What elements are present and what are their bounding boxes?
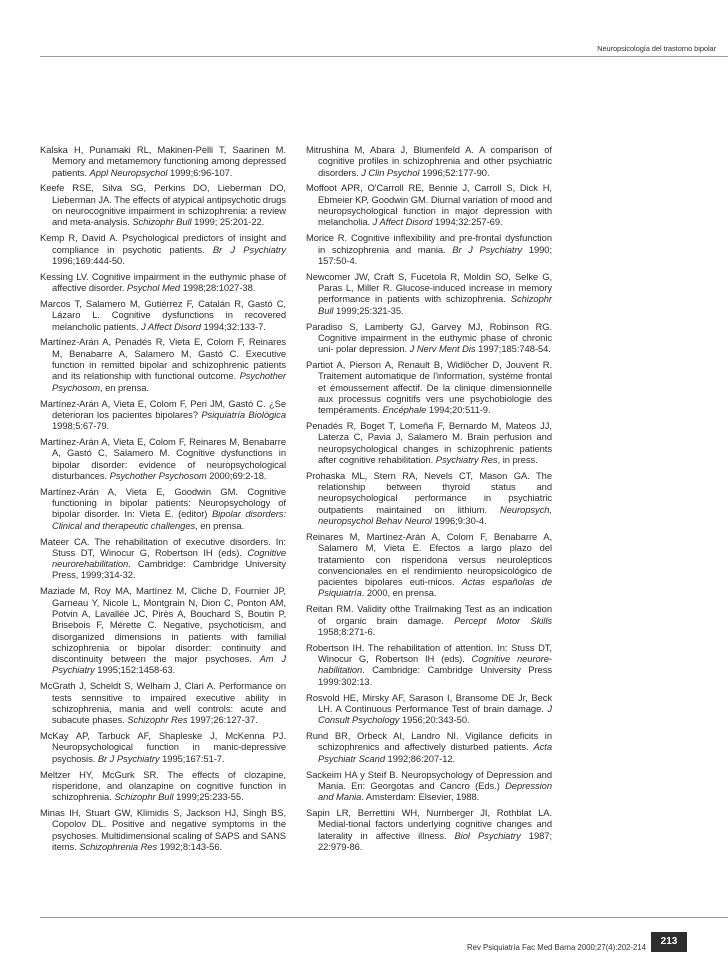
reference-entry — [306, 271, 552, 316]
reference-authors-title: Sackeim HA y Steif B. Neuropsychology of Depression and Mania. En: Georgotas and Cancro (Eds.) — [306, 768, 552, 791]
reference-authors-title: Rosvold HE, Mirsky AF, Sarason I, Bransome DE Jr, Beck LH. A Continuous Performance Test of brain damage. — [306, 691, 552, 714]
reference-entry — [306, 359, 552, 415]
reference-entry — [40, 144, 286, 178]
reference-authors-title: Newcomer JW, Craft S, Fucetola R, Moldin SO, Selke G, Paras L, Miller R. Glucose-induced increase in memory performance in patients with schizophrenia. — [306, 270, 552, 305]
reference-source: Acta Psychiatr Scand — [318, 741, 552, 764]
reference-source: Appl Neuropsychol — [89, 166, 168, 178]
reference-source: J Clin Psychol — [361, 166, 420, 178]
reference-authors-title: Prohaska ML, Stern RA, Nevels CT, Mason GA. The relationship between thyroid status and neuropsychological performance in psychiatric outpatients maintained on lithium. — [306, 469, 552, 515]
reference-details: 1996;169:444-50. — [52, 254, 125, 266]
reference-authors-title: Morice R. Cognitive inflexibility and pre-frontal dysfunction in schizophrenia and mania. — [306, 232, 552, 255]
reference-authors-title: Minas IH, Stuart GW, Klimidis S, Jackson HJ, Singh BS, Copolov DL. Positive and negative symptoms in the psychoses. Multidimensional scaling of SAPS and SANS items. — [40, 807, 286, 852]
reference-details: . 2000, en prensa. — [361, 587, 437, 599]
footer-divider — [40, 917, 728, 918]
reference-source: Am J Psychiatry — [52, 653, 287, 676]
reference-details: 1992;8:143-56. — [157, 840, 223, 852]
reference-authors-title: Moffoot APR, O'Carroll RE, Bennie J, Carroll S, Dick H, Ebmeier KP, Goodwin GM. Diurnal variation of mood and neuropsychological function in major depression with melancholia. — [306, 182, 552, 228]
reference-source: Schizophr Bull — [132, 216, 192, 228]
reference-source: Percept Motor Skills — [454, 614, 552, 626]
reference-authors-title: Maziade M, Roy MA, Martínez M, Cliche D, Fournier JP, Garneau Y, Nicole L, Montgrain N, Dion C, Ponton AM, Potvin A, Lavallée JC, Pirès A, Bouchard S, Boutin P, Brisebois F, Mérette C. Negative, psychoticism, and disorganized dimensions in patients with familial schizophrenia or bipolar disorder: continuity and discontinuity between the major psychoses. — [40, 585, 286, 665]
reference-authors-title: Sapin LR, Berrettini WH, Nurnberger JI, Rothblat LA. Medial-tional factors underlying cognitive changes and laterality in affective illness. — [306, 807, 552, 841]
header-divider — [40, 56, 728, 57]
reference-authors-title: Meltzer HY, McGurk SR. The effects of clozapine, risperidone, and olanzapine on cognitive function in schizophrenia. — [40, 768, 286, 803]
reference-authors-title: Kessing LV. Cognitive impairment in the euthymic phase of affective disorder. — [40, 270, 286, 294]
reference-source: Psychiatry Res — [435, 453, 498, 465]
reference-authors-title: Paradiso S, Lamberty GJ, Garvey MJ, Robinson RG. Cognitive impairment in the euthymic phase of chronic uni- polar depression. — [306, 320, 552, 355]
reference-source: Psychother Psychosom — [52, 370, 286, 393]
references-right-column — [306, 144, 552, 857]
reference-entry — [306, 603, 552, 637]
reference-authors-title: McGrath J, Scheldt S, Welham J, Clari A. Performance on tests sennsitive to impaired executive ability in schizophrenia, mania and well controls: acute and subacute phases. — [40, 680, 286, 726]
reference-authors-title: Kalska H, Punamaki RL, Makinen-Pelli T, Saarinen M. Memory and metamemory functioning among depressed patients. — [40, 144, 286, 178]
reference-source: Schizophr Res — [127, 714, 188, 726]
page-number: 213 — [651, 932, 687, 952]
reference-details: 1999; 25:201-22. — [191, 216, 265, 228]
reference-entry — [306, 730, 552, 764]
reference-entry — [40, 232, 286, 266]
reference-details: 1956;20:343-50. — [399, 714, 470, 726]
reference-details: 1995;152:1458-63. — [94, 664, 176, 676]
reference-source: Biol Psychiatry — [454, 829, 521, 841]
reference-entry — [40, 182, 286, 227]
reference-details: 1992;86:207-12. — [385, 752, 456, 764]
reference-source: Psychother Psychosom — [109, 469, 207, 481]
reference-details: . Cambridge: Cambridge University Press 1999:302:13. — [318, 664, 552, 687]
reference-source: J Consult Psychology — [318, 702, 552, 726]
reference-details: . Cambridge: Cambridge University Press, 1999;314-32. — [52, 558, 286, 581]
reference-source: Psychol Med — [126, 282, 181, 294]
reference-source: Schizophrenia Res — [79, 840, 158, 852]
reference-details: 1996;9:30-4. — [431, 515, 487, 527]
reference-authors-title: Mitrushina M, Abara J, Blumenfeld A. A comparison of cognitive profiles in schizophrenia and other psychiatric disorders. — [306, 144, 552, 178]
reference-details: 1996;52:177-90. — [419, 166, 490, 178]
reference-authors-title: Mateer CA. The rehabilitation of executive disorders. In: Stuss DT, Winocur G, Robertson IH (eds). — [40, 535, 286, 558]
reference-authors-title: Reitan RM. Validity ofthe Trailmaking Test as an indication of organic brain damage. — [306, 603, 552, 626]
reference-source: Encéphale — [382, 404, 427, 416]
reference-details: 1995;167:51-7. — [159, 752, 225, 764]
reference-entry — [306, 807, 552, 852]
reference-details: . Amsterdam: Elsevier, 1988. — [361, 791, 480, 803]
reference-details: 1999;25:233-55. — [173, 791, 244, 803]
reference-entry — [40, 298, 286, 332]
reference-source: J Affect Disord — [141, 320, 201, 332]
reference-authors-title: Penadés R, Boget T, Lomeña F, Bernardo M, Mateos JJ, Laterza C, Pavia J, Salamero M. Brain perfusion and neuropsychological changes in schizophrenic patients after cognitive rehabilitation. — [306, 420, 552, 465]
reference-authors-title: Martínez-Arán A, Penadés R, Vieta E, Colom F, Reinares M, Benabarre A, Salamero M, Gastó C. Executive function in remitted bipolar and schizophrenic patients and its relationship with functional outcome. — [40, 336, 286, 382]
reference-source: Schizophr Bull — [318, 293, 552, 316]
reference-details: 1994;32:257-69. — [432, 216, 503, 228]
reference-source: Br J Psychiatry — [212, 243, 286, 255]
reference-authors-title: Rund BR, Orbeck AI, Landro NI. Vigilance deficits in schizophrenics and affectively disturbed patients. — [306, 730, 552, 753]
reference-source: Psiquiatría Biológica — [201, 408, 286, 420]
reference-authors-title: Keefe RSE, Silva SG, Perkins DO, Lieberman DO, Lieberman JA. The effects of atypical antipsychotic drugs on neurocognitive impairment in schizophrenia: a review and meta-analysis. — [40, 182, 286, 228]
reference-entry — [306, 182, 552, 227]
reference-authors-title: Martínez-Arán A, Vieta E, Colom F, Reinares M, Benabarre A, Gastó C, Salamero M. Cognitive dysfunctions in bipolar disorder: evidence of neuropsychological disturbances. — [40, 435, 286, 481]
reference-source: J Affect Disord — [372, 216, 433, 228]
reference-entry — [306, 232, 552, 266]
reference-source: Actas españolas de Psiquiatría — [318, 576, 552, 599]
reference-entry — [40, 486, 286, 531]
reference-entry — [40, 680, 286, 725]
reference-entry — [306, 144, 552, 178]
reference-entry — [306, 769, 552, 803]
reference-entry — [40, 536, 286, 581]
reference-entry — [40, 336, 286, 392]
reference-entry — [40, 807, 286, 852]
reference-entry — [306, 470, 552, 526]
references-left-column — [40, 144, 286, 857]
reference-source: Br J Psychiatry — [452, 243, 523, 255]
reference-details: 1958;8:271-6. — [318, 625, 376, 637]
reference-authors-title: Reinares M, Martínez-Arán A, Colom F, Benabarre A, Salamero M, Vieta E. Efectos a largo plazo del tratamiento con risperidona versus neurolépticos convencionales en el rendimiento neuropsicológico de pacientes bipolares euti-micos. — [306, 530, 552, 588]
reference-authors-title: Partiot A, Pierson A, Renault B, Widlöcher D, Jouvent R. Traitement automatique de l'information, systéme frontal et émoussement affectif. De la clinique dimensionnelle aux processus cognitifs vers une psychobiologie des tempéraments. — [306, 359, 552, 416]
reference-details: 1997;26:127-37. — [187, 714, 258, 726]
reference-source: Depression and Mania — [318, 779, 552, 803]
reference-details: 1994;32:133-7. — [200, 320, 266, 332]
reference-details: 1990; 157:50-4. — [318, 243, 553, 266]
reference-source: Schizophr Bull — [114, 791, 174, 803]
reference-source: Br J Psychiatry — [97, 752, 160, 764]
reference-details: 2000;69:2-18. — [206, 469, 267, 481]
reference-authors-title: Robertson IH. The rehabilitation of attention. In: Stuss DT, Winocur G, Robertson IH (eds). — [306, 641, 552, 665]
journal-citation: Rev Psiquiatría Fac Med Barna 2000;27(4):202-214 — [467, 943, 646, 952]
reference-entry — [40, 730, 286, 764]
reference-entry — [40, 585, 286, 675]
reference-entry — [306, 420, 552, 465]
reference-details: 1994;20:511-9. — [426, 404, 491, 416]
reference-source: Cognitive neurorehabilitation — [52, 546, 286, 570]
reference-entry — [306, 531, 552, 599]
reference-entry — [40, 436, 286, 481]
reference-entry — [306, 642, 552, 687]
reference-details: 1999;6:96-107. — [167, 166, 233, 178]
reference-details: , en prensa. — [195, 519, 245, 531]
reference-details: 1998;28:1027-38. — [180, 282, 256, 294]
reference-authors-title: McKay AP, Tarbuck AF, Shapleske J, McKenna PJ. Neuropsychological function in manic-depressive psychosis. — [40, 730, 286, 764]
reference-entry — [40, 769, 286, 803]
reference-authors-title: Kemp R, David A. Psychological predictors of insight and compliance in psychotic patients. — [40, 232, 286, 255]
reference-details: 1997;185:748-54. — [475, 343, 551, 355]
reference-source: Cognitive neurore-habilitation — [318, 653, 552, 676]
reference-entry — [306, 321, 552, 355]
reference-authors-title: Marcos T, Salamero M, Gutiérrez F, Catalán R, Gastó C, Lázaro L. Cognitive dysfunctions in recovered melancholic patients. — [40, 297, 286, 332]
reference-entry — [306, 692, 552, 726]
reference-source: J Nerv Ment Dis — [409, 343, 476, 355]
reference-entry — [40, 271, 286, 294]
reference-source: Neuropsych, neuropsychol Behav Neurol — [318, 503, 552, 527]
running-title: Neuropsicología del trastorno bipolar — [597, 44, 716, 53]
reference-source: Bipolar disorders: Clinical and therapeutic challenges — [52, 508, 286, 531]
reference-details: 1987; 22:979-86. — [318, 829, 553, 852]
reference-authors-title: Martínez-Arán A, Vieta E, Colom F, Peri JM, Gastó C. ¿Se deterioran los pacientes bipolares? — [40, 397, 286, 420]
reference-authors-title: Martínez-Arán A, Vieta E, Goodwin GM. Cognitive functioning in bipolar patients: Neuropsychology of bipolar disorder. In: Vieta E. (editor) — [40, 485, 286, 520]
reference-details: , in press. — [497, 453, 538, 465]
reference-entry — [40, 398, 286, 432]
reference-details: , en prensa. — [100, 381, 149, 393]
reference-details: 1999;25:321-35. — [333, 304, 404, 316]
reference-details: 1998;5:67-79. — [52, 420, 110, 432]
